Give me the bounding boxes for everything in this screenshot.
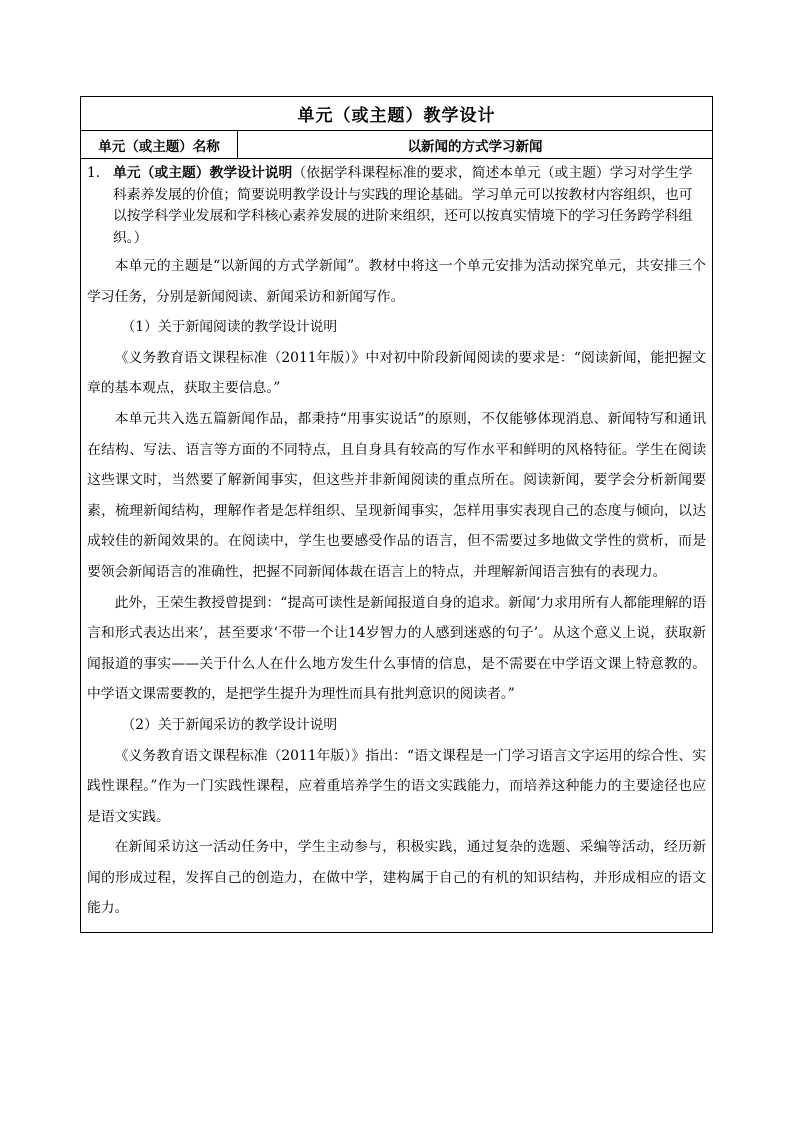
paragraph-intro: 本单元的主题是“以新闻的方式学新闻”。教材中将这一个单元安排为活动探究单元，共安排三个学习任务，分别是新闻阅读、新闻采访和新闻写作。 — [87, 258, 706, 305]
instruction-body — [113, 163, 706, 249]
content-cell — [81, 159, 712, 932]
document-title: 单元（或主题）教学设计 — [81, 97, 712, 131]
paragraph-standard-practice: 《义务教育语文课程标准（2011年版）》指出：“语文课程是一门学习语言文字运用的综合性、实践性课程。”作为一门实践性课程，应着重培养学生的语文实践能力，而培养这种能力的主要途径也应是语文实践。 — [87, 747, 706, 825]
paragraph-reading-detail: 本单元共入选五篇新闻作品，都秉持“用事实说话”的原则，不仅能够体现消息、新闻特写和通讯在结构、写法、语言等方面的不同特点，且自身具有较高的写作水平和鲜明的风格特征。学生在阅读这些课文时，当然要了解新闻事实，但这些并非新闻阅读的重点所在。阅读新闻，要学会分析新闻要素，梳理新闻结构，理解作者是怎样组织、呈现新闻事实，怎样用事实表现自己的态度与倾向，以达成较佳的新闻效果的。在阅读中，学生也要感受作品的语言，但不需要过多地做文学性的赏析，而是要领会新闻语言的准确性，把握不同新闻体裁在语言上的特点，并理解新闻语言独有的表现力。 — [87, 410, 706, 580]
instruction-number: 1. — [87, 165, 101, 181]
design-table — [80, 96, 713, 933]
paragraph-interview-detail: 在新闻采访这一活动任务中，学生主动参与，积极实践，通过复杂的选题、采编等活动，经历新闻的形成过程，发挥自己的创造力，在做中学，建构属于自己的有机的知识结构，并形成相应的语文能力。 — [87, 839, 706, 917]
subheading-reading: （1）关于新闻阅读的教学设计说明 — [121, 319, 338, 336]
paragraph-standard-reading: 《义务教育语文课程标准（2011年版）》中对初中阶段新闻阅读的要求是：“阅读新闻，能把握文章的基本观点，获取主要信息。” — [87, 349, 706, 397]
instruction-heading: 单元（或主题）教学设计说明 — [113, 165, 293, 181]
instruction-text: （依据学科课程标准的要求，简述本单元（或主题）学习对学生学科素养发展的价值；简要说明教学设计与实践的理论基础。学习单元可以按教材内容组织，也可以按学科学业发展和学科核心素养发展的进阶来组织，还可以按真实情境下的学习任务跨学科组织。） — [113, 165, 693, 246]
subheading-interview: （2）关于新闻采访的教学设计说明 — [121, 716, 338, 733]
paragraph-quote: 此外，王荣生教授曾提到：“提高可读性是新闻报道自身的追求。新闻‘力求用所有人都能理解的语言和形式表达出来’，甚至要求‘不带一个让14岁智力的人感到迷惑的句子’。从这个意义上说，获取新闻报道的事实——关于什么人在什么地方发生什么事情的信息，是不需要在中学语文课上特意教的。中学语文课需要教的，是把学生提升为理性而具有批判意识的阅读者。” — [87, 594, 706, 703]
unit-name-label: 单元（或主题）名称 — [81, 131, 238, 158]
unit-name-value: 以新闻的方式学习新闻 — [407, 138, 543, 155]
unit-name-row — [81, 131, 712, 159]
instruction-block — [87, 163, 706, 249]
